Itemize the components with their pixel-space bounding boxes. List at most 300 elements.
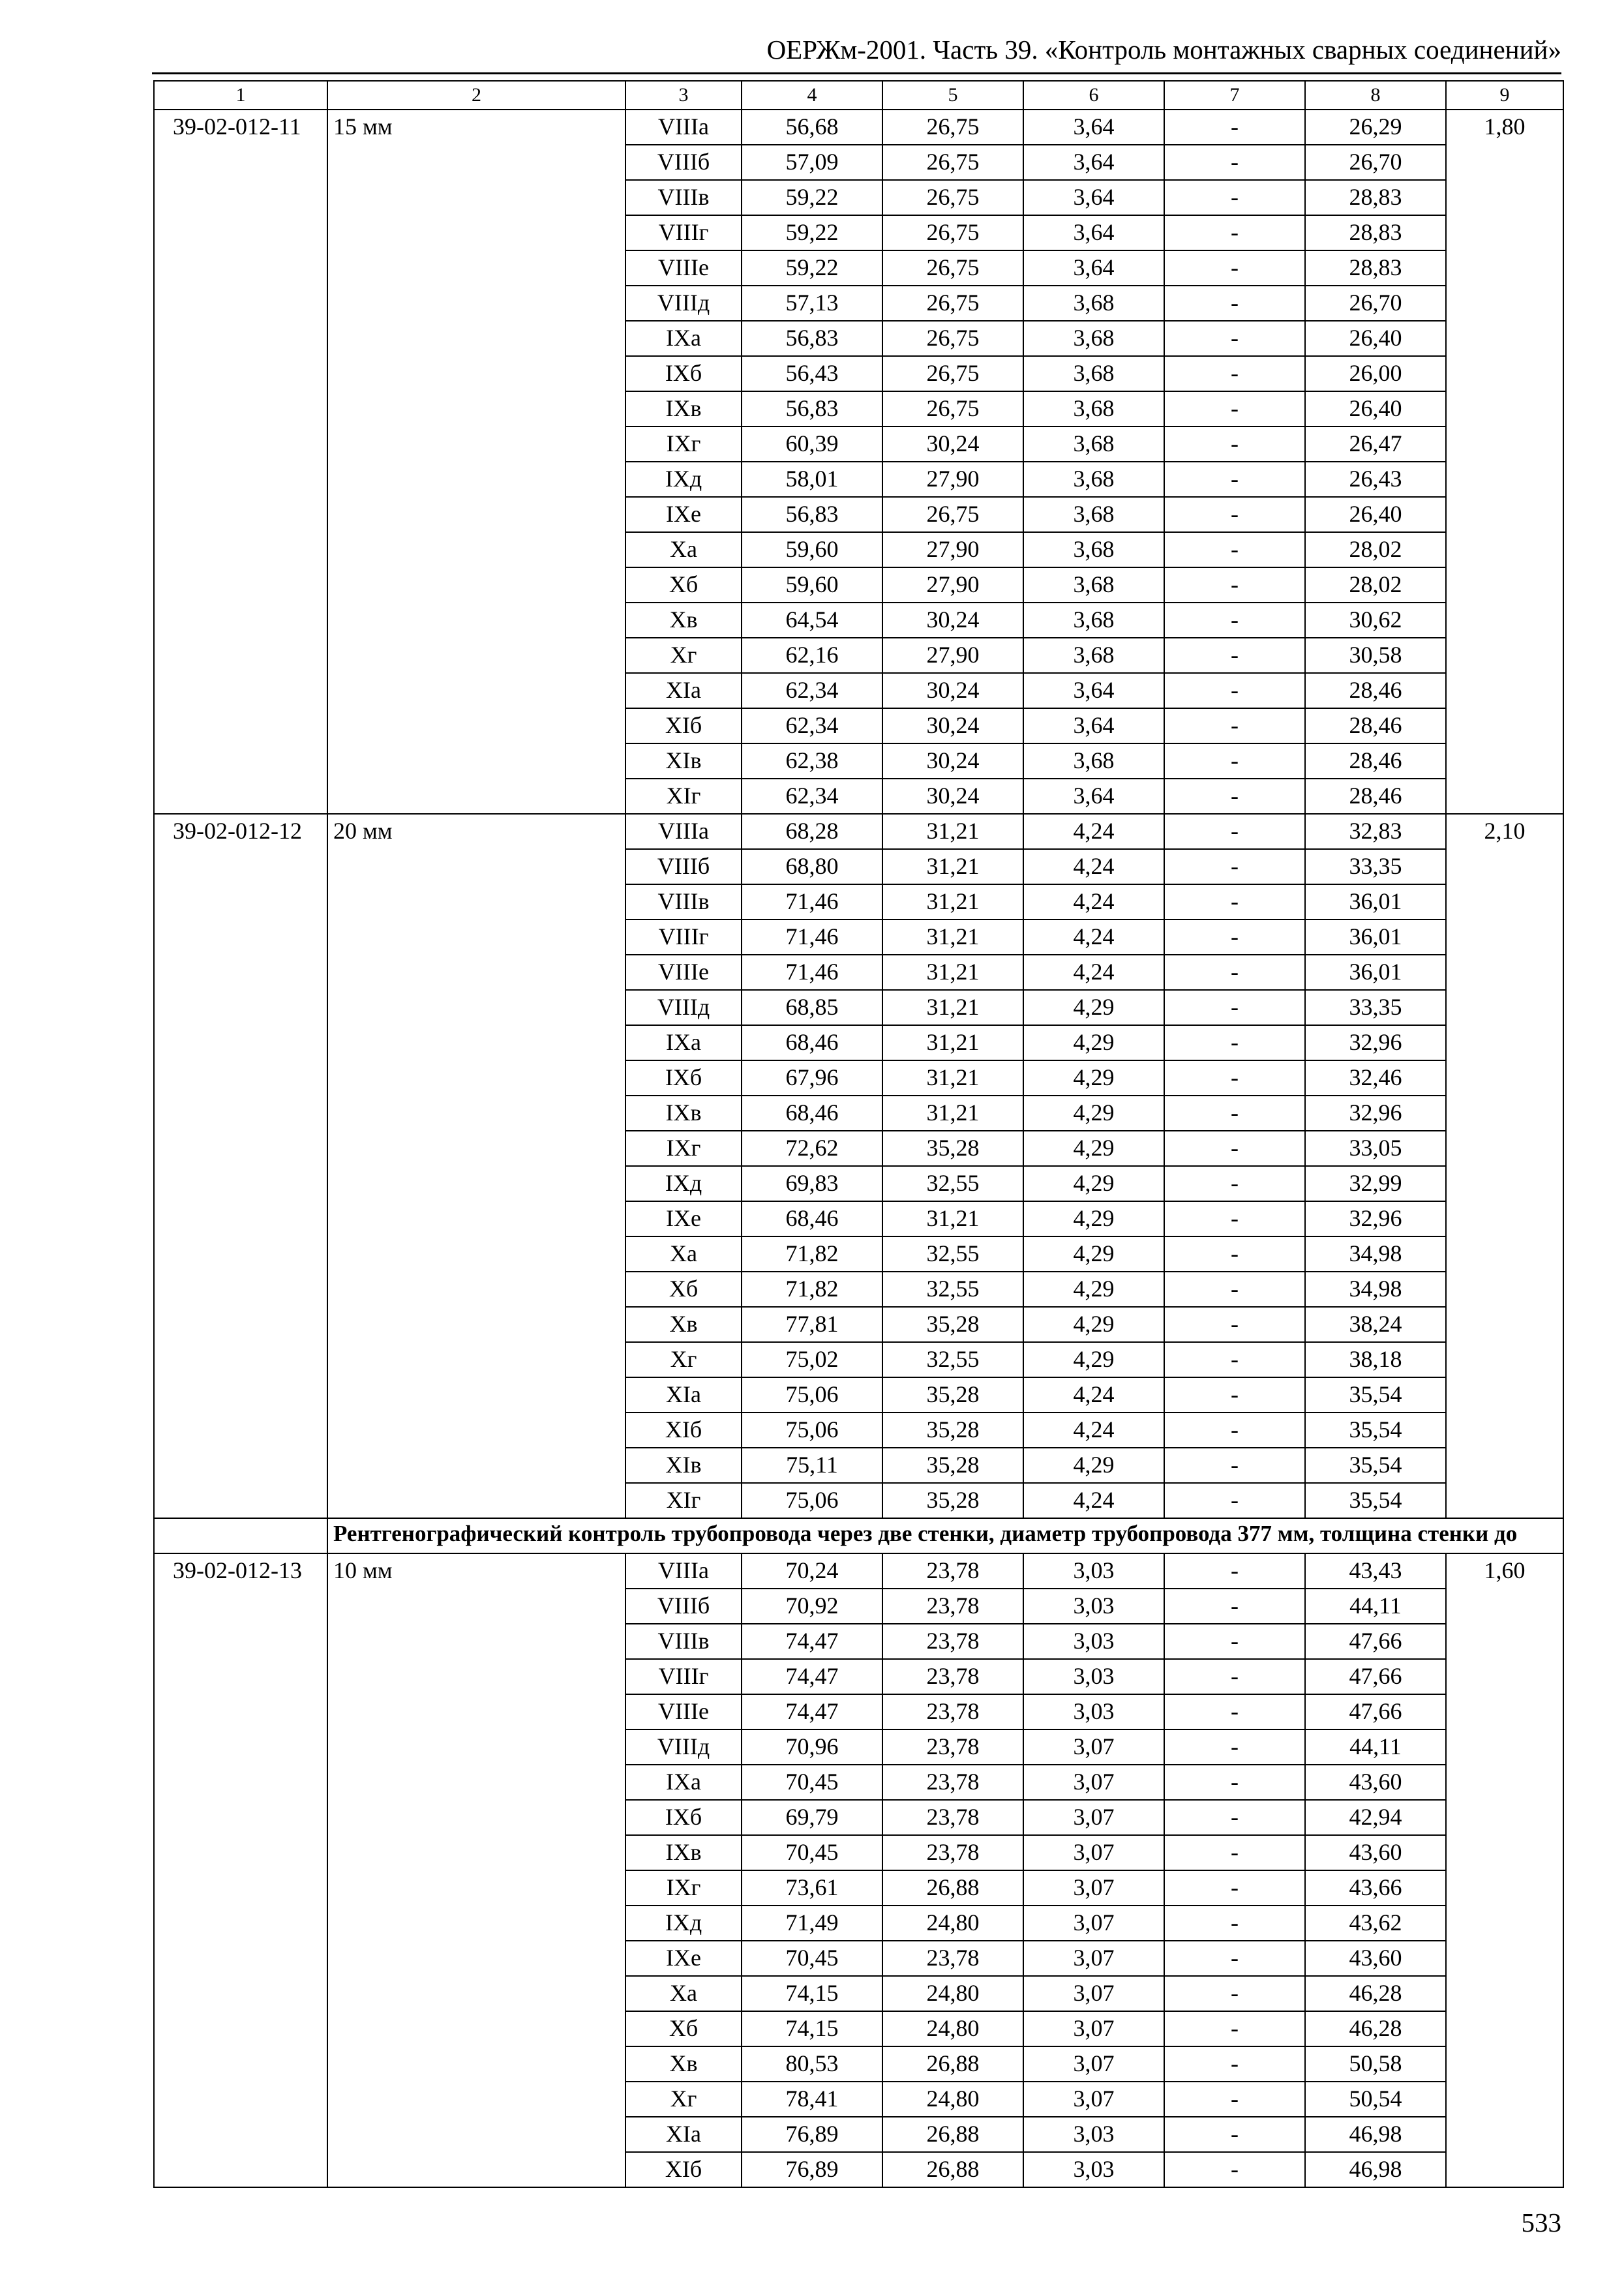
machinery-cell: 3,07	[1023, 1906, 1164, 1941]
category-cell: XIб	[625, 2152, 742, 2187]
wages-cell: 35,28	[882, 1131, 1023, 1166]
category-cell: IXа	[625, 1765, 742, 1800]
driver-wages-cell: -	[1164, 638, 1305, 673]
materials-cell: 35,54	[1305, 1413, 1446, 1448]
total-cost-cell: 75,06	[742, 1413, 882, 1448]
wages-cell: 31,21	[882, 1096, 1023, 1131]
total-cost-cell: 73,61	[742, 1870, 882, 1906]
driver-wages-cell: -	[1164, 1589, 1305, 1624]
driver-wages-cell: -	[1164, 462, 1305, 497]
materials-cell: 26,70	[1305, 286, 1446, 321]
total-cost-cell: 57,13	[742, 286, 882, 321]
materials-cell: 28,46	[1305, 708, 1446, 743]
machinery-cell: 3,68	[1023, 356, 1164, 391]
total-cost-cell: 68,46	[742, 1201, 882, 1236]
wages-cell: 26,88	[882, 2117, 1023, 2152]
category-cell: VIIIе	[625, 250, 742, 286]
category-cell: XIв	[625, 1448, 742, 1483]
category-cell: IXг	[625, 1131, 742, 1166]
materials-cell: 43,60	[1305, 1941, 1446, 1976]
total-cost-cell: 74,15	[742, 2011, 882, 2046]
section-heading: Рентгенографический контроль трубопровода через две стенки, диаметр трубопровода 377 мм, толщина стенки до	[327, 1518, 1563, 1553]
category-cell: Xг	[625, 2082, 742, 2117]
wages-cell: 23,78	[882, 1694, 1023, 1729]
wages-cell: 23,78	[882, 1659, 1023, 1694]
machinery-cell: 4,29	[1023, 1272, 1164, 1307]
wages-cell: 32,55	[882, 1342, 1023, 1377]
total-cost-cell: 71,46	[742, 920, 882, 955]
materials-cell: 34,98	[1305, 1272, 1446, 1307]
driver-wages-cell: -	[1164, 884, 1305, 920]
category-cell: VIIIд	[625, 990, 742, 1025]
materials-cell: 28,46	[1305, 779, 1446, 814]
materials-cell: 33,05	[1305, 1131, 1446, 1166]
materials-cell: 43,62	[1305, 1906, 1446, 1941]
materials-cell: 50,54	[1305, 2082, 1446, 2117]
wages-cell: 30,24	[882, 673, 1023, 708]
driver-wages-cell: -	[1164, 814, 1305, 849]
total-cost-cell: 56,68	[742, 110, 882, 145]
category-cell: XIа	[625, 673, 742, 708]
machinery-cell: 3,64	[1023, 779, 1164, 814]
materials-cell: 32,83	[1305, 814, 1446, 849]
driver-wages-cell: -	[1164, 779, 1305, 814]
materials-cell: 33,35	[1305, 849, 1446, 884]
total-cost-cell: 71,82	[742, 1272, 882, 1307]
driver-wages-cell: -	[1164, 1659, 1305, 1694]
materials-cell: 28,46	[1305, 743, 1446, 779]
rate-description: 15 мм	[327, 110, 625, 814]
category-cell: VIIIб	[625, 1589, 742, 1624]
machinery-cell: 4,29	[1023, 1342, 1164, 1377]
driver-wages-cell: -	[1164, 391, 1305, 426]
column-number: 4	[742, 81, 882, 110]
total-cost-cell: 60,39	[742, 426, 882, 462]
driver-wages-cell: -	[1164, 426, 1305, 462]
category-cell: IXв	[625, 1835, 742, 1870]
machinery-cell: 3,64	[1023, 250, 1164, 286]
total-cost-cell: 70,45	[742, 1941, 882, 1976]
wages-cell: 35,28	[882, 1377, 1023, 1413]
wages-cell: 35,28	[882, 1448, 1023, 1483]
machinery-cell: 4,24	[1023, 955, 1164, 990]
wages-cell: 24,80	[882, 2082, 1023, 2117]
category-cell: Xб	[625, 1272, 742, 1307]
total-cost-cell: 59,60	[742, 567, 882, 603]
materials-cell: 26,47	[1305, 426, 1446, 462]
total-cost-cell: 75,06	[742, 1483, 882, 1518]
materials-cell: 46,28	[1305, 1976, 1446, 2011]
machinery-cell: 3,07	[1023, 1941, 1164, 1976]
total-cost-cell: 62,34	[742, 779, 882, 814]
category-cell: XIб	[625, 1413, 742, 1448]
wages-cell: 24,80	[882, 1976, 1023, 2011]
wages-cell: 23,78	[882, 1835, 1023, 1870]
machinery-cell: 3,07	[1023, 2046, 1164, 2082]
machinery-cell: 3,68	[1023, 532, 1164, 567]
materials-cell: 43,43	[1305, 1553, 1446, 1589]
driver-wages-cell: -	[1164, 1729, 1305, 1765]
machinery-cell: 4,29	[1023, 1131, 1164, 1166]
category-cell: Xб	[625, 2011, 742, 2046]
total-cost-cell: 69,83	[742, 1166, 882, 1201]
category-cell: IXд	[625, 1906, 742, 1941]
machinery-cell: 3,07	[1023, 1835, 1164, 1870]
materials-cell: 35,54	[1305, 1483, 1446, 1518]
materials-cell: 36,01	[1305, 955, 1446, 990]
machinery-cell: 3,03	[1023, 1624, 1164, 1659]
wages-cell: 26,75	[882, 286, 1023, 321]
wages-cell: 24,80	[882, 2011, 1023, 2046]
driver-wages-cell: -	[1164, 1342, 1305, 1377]
column-number: 8	[1305, 81, 1446, 110]
category-cell: VIIIд	[625, 1729, 742, 1765]
materials-cell: 26,43	[1305, 462, 1446, 497]
driver-wages-cell: -	[1164, 1060, 1305, 1096]
driver-wages-cell: -	[1164, 1694, 1305, 1729]
total-cost-cell: 71,82	[742, 1236, 882, 1272]
driver-wages-cell: -	[1164, 1025, 1305, 1060]
driver-wages-cell: -	[1164, 990, 1305, 1025]
category-cell: IXе	[625, 1201, 742, 1236]
category-cell: XIг	[625, 779, 742, 814]
category-cell: VIIIг	[625, 215, 742, 250]
wages-cell: 31,21	[882, 884, 1023, 920]
materials-cell: 46,28	[1305, 2011, 1446, 2046]
total-cost-cell: 59,22	[742, 215, 882, 250]
section-heading-row	[154, 1518, 1563, 1553]
machinery-cell: 3,07	[1023, 2082, 1164, 2117]
total-cost-cell: 74,47	[742, 1659, 882, 1694]
machinery-cell: 3,07	[1023, 1729, 1164, 1765]
driver-wages-cell: -	[1164, 1765, 1305, 1800]
driver-wages-cell: -	[1164, 1413, 1305, 1448]
labor-norm: 1,60	[1446, 1553, 1563, 2187]
total-cost-cell: 62,34	[742, 708, 882, 743]
machinery-cell: 4,24	[1023, 884, 1164, 920]
category-cell: VIIIб	[625, 849, 742, 884]
machinery-cell: 3,68	[1023, 567, 1164, 603]
materials-cell: 47,66	[1305, 1659, 1446, 1694]
total-cost-cell: 58,01	[742, 462, 882, 497]
table-row	[154, 814, 1563, 849]
materials-cell: 43,66	[1305, 1870, 1446, 1906]
total-cost-cell: 59,22	[742, 250, 882, 286]
category-cell: Xг	[625, 638, 742, 673]
total-cost-cell: 71,46	[742, 955, 882, 990]
machinery-cell: 3,68	[1023, 391, 1164, 426]
wages-cell: 27,90	[882, 567, 1023, 603]
column-number: 6	[1023, 81, 1164, 110]
materials-cell: 36,01	[1305, 920, 1446, 955]
wages-cell: 31,21	[882, 814, 1023, 849]
total-cost-cell: 78,41	[742, 2082, 882, 2117]
category-cell: Xа	[625, 1236, 742, 1272]
wages-cell: 27,90	[882, 532, 1023, 567]
wages-cell: 31,21	[882, 990, 1023, 1025]
total-cost-cell: 62,16	[742, 638, 882, 673]
total-cost-cell: 56,83	[742, 497, 882, 532]
wages-cell: 30,24	[882, 743, 1023, 779]
driver-wages-cell: -	[1164, 1870, 1305, 1906]
category-cell: XIв	[625, 743, 742, 779]
materials-cell: 26,29	[1305, 110, 1446, 145]
wages-cell: 26,75	[882, 250, 1023, 286]
category-cell: Xв	[625, 603, 742, 638]
driver-wages-cell: -	[1164, 1131, 1305, 1166]
wages-cell: 26,75	[882, 180, 1023, 215]
materials-cell: 28,46	[1305, 673, 1446, 708]
wages-cell: 24,80	[882, 1906, 1023, 1941]
materials-cell: 32,96	[1305, 1096, 1446, 1131]
category-cell: IXд	[625, 1166, 742, 1201]
total-cost-cell: 70,24	[742, 1553, 882, 1589]
materials-cell: 28,02	[1305, 567, 1446, 603]
total-cost-cell: 56,83	[742, 321, 882, 356]
category-cell: Xг	[625, 1342, 742, 1377]
category-cell: Xв	[625, 2046, 742, 2082]
driver-wages-cell: -	[1164, 603, 1305, 638]
materials-cell: 32,99	[1305, 1166, 1446, 1201]
materials-cell: 28,02	[1305, 532, 1446, 567]
category-cell: VIIIв	[625, 1624, 742, 1659]
driver-wages-cell: -	[1164, 145, 1305, 180]
total-cost-cell: 59,60	[742, 532, 882, 567]
category-cell: XIа	[625, 1377, 742, 1413]
machinery-cell: 4,29	[1023, 1096, 1164, 1131]
total-cost-cell: 62,34	[742, 673, 882, 708]
machinery-cell: 3,68	[1023, 497, 1164, 532]
rate-code: 39-02-012-13	[154, 1553, 327, 2187]
total-cost-cell: 75,11	[742, 1448, 882, 1483]
category-cell: VIIIв	[625, 180, 742, 215]
wages-cell: 31,21	[882, 849, 1023, 884]
machinery-cell: 4,24	[1023, 849, 1164, 884]
total-cost-cell: 70,45	[742, 1835, 882, 1870]
wages-cell: 23,78	[882, 1765, 1023, 1800]
total-cost-cell: 72,62	[742, 1131, 882, 1166]
wages-cell: 30,24	[882, 603, 1023, 638]
driver-wages-cell: -	[1164, 567, 1305, 603]
category-cell: IXб	[625, 1800, 742, 1835]
driver-wages-cell: -	[1164, 1307, 1305, 1342]
wages-cell: 26,88	[882, 2046, 1023, 2082]
wages-cell: 26,75	[882, 110, 1023, 145]
materials-cell: 50,58	[1305, 2046, 1446, 2082]
wages-cell: 23,78	[882, 1800, 1023, 1835]
category-cell: Xа	[625, 1976, 742, 2011]
machinery-cell: 3,03	[1023, 1589, 1164, 1624]
rate-description: 20 мм	[327, 814, 625, 1518]
machinery-cell: 4,24	[1023, 814, 1164, 849]
category-cell: IXд	[625, 462, 742, 497]
machinery-cell: 3,03	[1023, 2152, 1164, 2187]
materials-cell: 46,98	[1305, 2152, 1446, 2187]
page-header-title: ОЕРЖм-2001. Часть 39. «Контроль монтажных сварных соединений»	[766, 35, 1561, 65]
section-code-cell	[154, 1518, 327, 1553]
driver-wages-cell: -	[1164, 215, 1305, 250]
wages-cell: 35,28	[882, 1307, 1023, 1342]
wages-cell: 23,78	[882, 1941, 1023, 1976]
rates-table	[153, 80, 1564, 2188]
driver-wages-cell: -	[1164, 1906, 1305, 1941]
machinery-cell: 3,68	[1023, 743, 1164, 779]
wages-cell: 31,21	[882, 955, 1023, 990]
materials-cell: 35,54	[1305, 1377, 1446, 1413]
driver-wages-cell: -	[1164, 673, 1305, 708]
rate-code: 39-02-012-11	[154, 110, 327, 814]
machinery-cell: 3,64	[1023, 110, 1164, 145]
total-cost-cell: 68,85	[742, 990, 882, 1025]
total-cost-cell: 68,28	[742, 814, 882, 849]
wages-cell: 32,55	[882, 1272, 1023, 1307]
materials-cell: 32,46	[1305, 1060, 1446, 1096]
machinery-cell: 4,29	[1023, 1060, 1164, 1096]
materials-cell: 30,62	[1305, 603, 1446, 638]
materials-cell: 26,70	[1305, 145, 1446, 180]
materials-cell: 32,96	[1305, 1025, 1446, 1060]
driver-wages-cell: -	[1164, 955, 1305, 990]
machinery-cell: 3,64	[1023, 215, 1164, 250]
driver-wages-cell: -	[1164, 1377, 1305, 1413]
materials-cell: 32,96	[1305, 1201, 1446, 1236]
wages-cell: 30,24	[882, 779, 1023, 814]
wages-cell: 32,55	[882, 1236, 1023, 1272]
wages-cell: 26,88	[882, 1870, 1023, 1906]
driver-wages-cell: -	[1164, 708, 1305, 743]
machinery-cell: 3,68	[1023, 286, 1164, 321]
total-cost-cell: 80,53	[742, 2046, 882, 2082]
wages-cell: 23,78	[882, 1624, 1023, 1659]
wages-cell: 30,24	[882, 708, 1023, 743]
driver-wages-cell: -	[1164, 532, 1305, 567]
total-cost-cell: 59,22	[742, 180, 882, 215]
category-cell: VIIIе	[625, 1694, 742, 1729]
materials-cell: 38,18	[1305, 1342, 1446, 1377]
rate-code: 39-02-012-12	[154, 814, 327, 1518]
materials-cell: 26,00	[1305, 356, 1446, 391]
wages-cell: 23,78	[882, 1589, 1023, 1624]
driver-wages-cell: -	[1164, 1941, 1305, 1976]
driver-wages-cell: -	[1164, 2117, 1305, 2152]
driver-wages-cell: -	[1164, 920, 1305, 955]
driver-wages-cell: -	[1164, 356, 1305, 391]
total-cost-cell: 56,83	[742, 391, 882, 426]
wages-cell: 26,75	[882, 356, 1023, 391]
wages-cell: 27,90	[882, 462, 1023, 497]
category-cell: VIIIа	[625, 814, 742, 849]
machinery-cell: 4,29	[1023, 1236, 1164, 1272]
machinery-cell: 3,07	[1023, 1976, 1164, 2011]
category-cell: IXб	[625, 356, 742, 391]
total-cost-cell: 69,79	[742, 1800, 882, 1835]
total-cost-cell: 76,89	[742, 2152, 882, 2187]
category-cell: VIIIа	[625, 1553, 742, 1589]
column-number: 3	[625, 81, 742, 110]
table-row	[154, 1553, 1563, 1589]
machinery-cell: 3,64	[1023, 180, 1164, 215]
total-cost-cell: 70,45	[742, 1765, 882, 1800]
materials-cell: 28,83	[1305, 215, 1446, 250]
total-cost-cell: 56,43	[742, 356, 882, 391]
wages-cell: 31,21	[882, 1025, 1023, 1060]
category-cell: Xа	[625, 532, 742, 567]
driver-wages-cell: -	[1164, 1624, 1305, 1659]
machinery-cell: 4,24	[1023, 1377, 1164, 1413]
materials-cell: 30,58	[1305, 638, 1446, 673]
materials-cell: 36,01	[1305, 884, 1446, 920]
category-cell: IXа	[625, 321, 742, 356]
total-cost-cell: 70,92	[742, 1589, 882, 1624]
machinery-cell: 4,29	[1023, 1201, 1164, 1236]
total-cost-cell: 71,49	[742, 1906, 882, 1941]
machinery-cell: 3,07	[1023, 1765, 1164, 1800]
machinery-cell: 3,68	[1023, 462, 1164, 497]
wages-cell: 26,75	[882, 497, 1023, 532]
total-cost-cell: 74,15	[742, 1976, 882, 2011]
total-cost-cell: 64,54	[742, 603, 882, 638]
total-cost-cell: 71,46	[742, 884, 882, 920]
materials-cell: 28,83	[1305, 250, 1446, 286]
wages-cell: 32,55	[882, 1166, 1023, 1201]
machinery-cell: 3,68	[1023, 638, 1164, 673]
total-cost-cell: 70,96	[742, 1729, 882, 1765]
labor-norm: 2,10	[1446, 814, 1563, 1518]
category-cell: IXв	[625, 391, 742, 426]
materials-cell: 33,35	[1305, 990, 1446, 1025]
category-cell: VIIIа	[625, 110, 742, 145]
wages-cell: 27,90	[882, 638, 1023, 673]
category-cell: IXг	[625, 426, 742, 462]
wages-cell: 23,78	[882, 1553, 1023, 1589]
category-cell: VIIIб	[625, 145, 742, 180]
total-cost-cell: 62,38	[742, 743, 882, 779]
driver-wages-cell: -	[1164, 2011, 1305, 2046]
materials-cell: 26,40	[1305, 497, 1446, 532]
driver-wages-cell: -	[1164, 1800, 1305, 1835]
total-cost-cell: 68,80	[742, 849, 882, 884]
materials-cell: 38,24	[1305, 1307, 1446, 1342]
machinery-cell: 4,29	[1023, 1448, 1164, 1483]
column-number: 1	[154, 81, 327, 110]
materials-cell: 28,83	[1305, 180, 1446, 215]
materials-cell: 47,66	[1305, 1694, 1446, 1729]
machinery-cell: 4,29	[1023, 990, 1164, 1025]
page-number: 533	[1521, 2207, 1561, 2237]
category-cell: IXа	[625, 1025, 742, 1060]
machinery-cell: 3,07	[1023, 1800, 1164, 1835]
category-cell: XIг	[625, 1483, 742, 1518]
total-cost-cell: 75,02	[742, 1342, 882, 1377]
driver-wages-cell: -	[1164, 2082, 1305, 2117]
driver-wages-cell: -	[1164, 1448, 1305, 1483]
driver-wages-cell: -	[1164, 1553, 1305, 1589]
category-cell: IXг	[625, 1870, 742, 1906]
category-cell: VIIIг	[625, 1659, 742, 1694]
total-cost-cell: 57,09	[742, 145, 882, 180]
driver-wages-cell: -	[1164, 1483, 1305, 1518]
category-cell: Xб	[625, 567, 742, 603]
machinery-cell: 3,68	[1023, 426, 1164, 462]
category-cell: IXе	[625, 497, 742, 532]
wages-cell: 31,21	[882, 920, 1023, 955]
driver-wages-cell: -	[1164, 1236, 1305, 1272]
column-number: 5	[882, 81, 1023, 110]
driver-wages-cell: -	[1164, 2152, 1305, 2187]
driver-wages-cell: -	[1164, 1201, 1305, 1236]
driver-wages-cell: -	[1164, 1835, 1305, 1870]
total-cost-cell: 76,89	[742, 2117, 882, 2152]
